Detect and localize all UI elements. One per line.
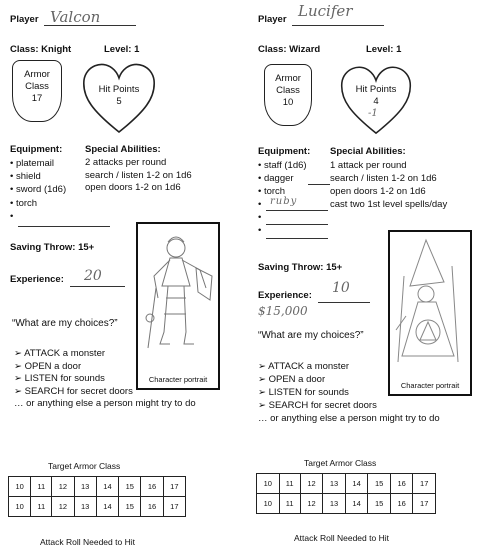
- table-cell: 11: [279, 494, 300, 514]
- arrow-right-icon: ➢: [14, 360, 25, 372]
- table-cell: 11: [31, 497, 52, 517]
- equipment-item-blank[interactable]: •: [258, 225, 262, 236]
- ability-item: open doors 1-2 on 1d6: [85, 182, 181, 193]
- ability-item: search / listen 1-2 on 1d6: [330, 173, 437, 184]
- equipment-item: • sword (1d6): [10, 184, 67, 196]
- table-cell: 15: [368, 474, 391, 494]
- arrow-right-icon: ➢: [14, 385, 25, 397]
- experience-line: [70, 286, 125, 287]
- experience-label: Experience:: [10, 274, 64, 285]
- table-cell: 16: [141, 477, 163, 497]
- table-cell: 16: [390, 474, 413, 494]
- level-label: Level: 1: [366, 44, 402, 55]
- choices-title: “What are my choices?”: [12, 318, 118, 329]
- saving-throw: Saving Throw: 15+: [258, 262, 343, 273]
- player-label: Player: [10, 14, 39, 25]
- armor-class-label-2: Class: [25, 81, 49, 92]
- arrow-right-icon: ➢: [14, 348, 25, 359]
- to-hit-table: [256, 473, 436, 514]
- wizard-drawing: [392, 236, 472, 376]
- class-label: Class: Wizard: [258, 44, 321, 55]
- portrait-caption: Character portrait: [400, 381, 460, 390]
- level-label: Level: 1: [104, 44, 140, 55]
- table-cell: 10: [257, 474, 280, 494]
- arrow-right-icon: ➢: [258, 387, 269, 398]
- table-cell: 12: [300, 474, 323, 494]
- choice-item: ➢ OPEN a door: [14, 360, 82, 372]
- equipment-label: Equipment:: [10, 144, 63, 155]
- special-abilities-label: Special Abilities:: [85, 144, 161, 155]
- experience-value[interactable]: 20: [84, 268, 102, 284]
- table-cell: 15: [368, 494, 391, 514]
- arrow-right-icon: ➢: [258, 400, 269, 411]
- equipment-blank-line: [18, 226, 110, 227]
- character-sheet-wizard: [238, 0, 477, 558]
- table-cell: 13: [74, 477, 96, 497]
- ability-item: search / listen 1-2 on 1d6: [85, 169, 192, 181]
- experience-line: [318, 302, 370, 303]
- table-cell: 11: [31, 477, 52, 497]
- table-cell: 17: [413, 474, 436, 494]
- equipment-label: Equipment:: [258, 146, 311, 157]
- equipment-list: [10, 157, 66, 223]
- armor-class-label-1: Armor: [24, 69, 50, 80]
- special-abilities-label: Special Abilities:: [330, 146, 406, 157]
- table-cell: 12: [52, 497, 74, 517]
- armor-class-label-1: Armor: [275, 73, 301, 84]
- to-hit-table: [8, 476, 186, 517]
- armor-class-shield-icon: [12, 60, 62, 122]
- target-armor-class-label: Target Armor Class: [48, 461, 121, 471]
- armor-class-label-2: Class: [276, 85, 300, 96]
- hit-points-value[interactable]: 5: [116, 96, 122, 107]
- hit-points-mark: -1: [368, 108, 378, 119]
- choices-more: … or anything else a person might try to do: [14, 398, 196, 410]
- attack-roll-label: Attack Roll Needed to Hit: [294, 533, 389, 543]
- special-abilities-list: [85, 157, 192, 195]
- table-cell: 16: [141, 497, 163, 517]
- experience-label: Experience:: [258, 290, 312, 301]
- attack-roll-row: [257, 494, 436, 514]
- armor-class-shield-icon: [264, 64, 312, 126]
- ability-item: open doors 1-2 on 1d6: [330, 186, 426, 197]
- choices-more: … or anything else a person might try to do: [258, 413, 440, 424]
- choice-item: ➢ LISTEN for sounds: [258, 387, 349, 398]
- table-cell: 17: [413, 494, 436, 514]
- equipment-line: [266, 224, 328, 225]
- table-cell: 16: [390, 494, 413, 514]
- equipment-item: • shield: [10, 171, 41, 183]
- table-cell: 11: [279, 474, 300, 494]
- equipment-item: • platemail: [10, 158, 54, 169]
- equipment-line: [266, 210, 328, 211]
- saving-throw: Saving Throw: 15+: [10, 242, 95, 253]
- table-cell: 14: [345, 474, 368, 494]
- attack-roll-row: [9, 497, 186, 517]
- equipment-item: • dagger: [258, 173, 294, 184]
- table-cell: 10: [9, 497, 31, 517]
- equipment-line: [308, 184, 330, 185]
- table-cell: 17: [163, 497, 185, 517]
- equipment-item-blank[interactable]: •: [258, 212, 262, 223]
- choices-list: [258, 360, 440, 425]
- choice-item: ➢ ATTACK a monster: [258, 361, 350, 372]
- equipment-item: • torch: [10, 197, 38, 209]
- table-cell: 10: [9, 477, 31, 497]
- hit-points-heart: [80, 60, 158, 136]
- player-name-line: [292, 25, 384, 26]
- ability-item: cast two 1st level spells/day: [330, 199, 448, 210]
- table-cell: 12: [300, 494, 323, 514]
- ability-item: 2 attacks per round: [85, 157, 167, 168]
- table-cell: 15: [119, 497, 141, 517]
- table-cell: 14: [96, 477, 118, 497]
- equipment-item-blank[interactable]: •: [258, 199, 262, 210]
- equipment-handwritten[interactable]: ruby: [270, 196, 298, 207]
- table-cell: 10: [257, 494, 280, 514]
- choices-list: [14, 348, 196, 411]
- arrow-right-icon: ➢: [14, 373, 25, 385]
- experience-extra[interactable]: $15,000: [258, 304, 308, 318]
- choice-item: ➢ ATTACK a monster: [14, 348, 106, 359]
- equipment-item: • torch: [258, 186, 286, 197]
- hit-points-heart: [338, 62, 414, 138]
- choice-item: ➢ LISTEN for sounds: [14, 373, 105, 385]
- table-cell: 15: [119, 477, 141, 497]
- equipment-item-blank[interactable]: •: [10, 210, 14, 222]
- player-name[interactable]: Lucifer: [298, 2, 353, 20]
- hit-points-label: Hit Points: [98, 84, 140, 95]
- target-ac-row: [9, 477, 186, 497]
- armor-class-value[interactable]: 17: [31, 93, 43, 104]
- hit-points-value[interactable]: 4: [373, 96, 379, 107]
- armor-class-value[interactable]: 10: [282, 97, 294, 108]
- table-cell: 14: [345, 494, 368, 514]
- player-label: Player: [258, 14, 287, 25]
- table-cell: 13: [323, 494, 346, 514]
- character-sheet-knight: [0, 0, 238, 558]
- special-abilities-list: [330, 159, 447, 211]
- knight-drawing: [140, 228, 220, 368]
- choice-item: ➢ SEARCH for secret doors: [258, 400, 377, 411]
- hit-points-label: Hit Points: [355, 84, 397, 95]
- ability-item: 1 attack per round: [330, 160, 407, 171]
- table-cell: 17: [163, 477, 185, 497]
- choices-title: “What are my choices?”: [258, 330, 364, 341]
- table-cell: 13: [74, 497, 96, 517]
- equipment-item: • staff (1d6): [258, 160, 307, 171]
- arrow-right-icon: ➢: [258, 361, 269, 372]
- equipment-line: [266, 238, 328, 239]
- arrow-right-icon: ➢: [258, 374, 269, 385]
- target-armor-class-label: Target Armor Class: [304, 458, 377, 468]
- player-name[interactable]: Valcon: [50, 8, 101, 26]
- experience-value[interactable]: 10: [332, 280, 350, 296]
- table-cell: 13: [323, 474, 346, 494]
- table-cell: 12: [52, 477, 74, 497]
- portrait-caption: Character portrait: [148, 375, 208, 384]
- table-cell: 14: [96, 497, 118, 517]
- target-ac-row: [257, 474, 436, 494]
- attack-roll-label: Attack Roll Needed to Hit: [40, 537, 135, 547]
- choice-item: ➢ SEARCH for secret doors: [14, 385, 133, 397]
- class-label: Class: Knight: [10, 44, 72, 55]
- choice-item: ➢ OPEN a door: [258, 374, 326, 385]
